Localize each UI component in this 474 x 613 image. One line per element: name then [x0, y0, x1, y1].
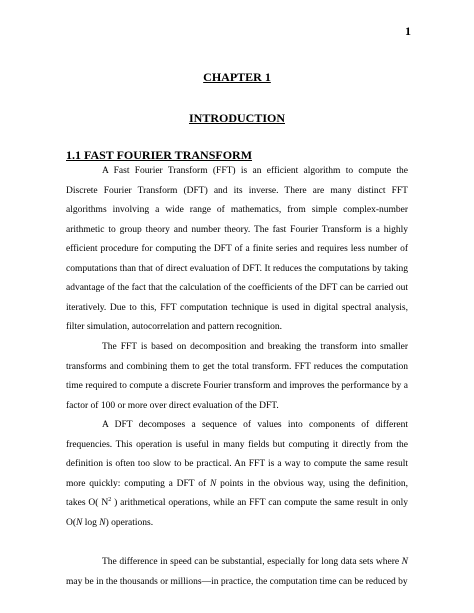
variable-n: N: [209, 478, 217, 489]
paragraph-text: may be in the thousands or millions—in practice, the computation time can be reduced by: [66, 576, 408, 587]
log-text: log: [82, 517, 100, 528]
section-heading: 1.1 FAST FOURIER TRANSFORM: [66, 148, 253, 162]
paragraph-dft-complexity: [66, 416, 408, 533]
paragraph-text: points in the obvious way, using the definition, takes O( N: [66, 478, 408, 508]
variable-n: N: [401, 557, 408, 567]
paragraph-fft-definition: A Fast Fourier Transform (FFT) is an efficient algorithm to compute the Discrete Fourier Transform (DFT) and its inverse. There are many distinct FFT algorithms involving a wide range of mathematics, from simple complex-number arithmetic to group theory and number theory. The fast Fourier Transform is a highly efficient procedure for computing the DFT of a finite series and requires less number of computations than that of direct evaluation of DFT. It reduces the computations by taking advantage of the fact that the calculation of the coefficients of the DFT can be carried out iteratively. Due to this, FFT computation technique is used in digital spectral analysis, filter simulation, autocorrelation and pattern recognition.: [66, 166, 408, 332]
exponent: 2: [108, 496, 112, 503]
paragraph-text: A DFT decomposes a sequence of values into components of different frequencies. This operation is useful in many fields but computing it directly from the definition is often too slow to be practical. An FFT is a way to compute the same result more quickly: computing a DFT of: [66, 420, 408, 489]
paragraph-speed-difference: [66, 553, 408, 592]
variable-n: N: [99, 517, 106, 528]
paragraph-fft-decomposition: The FFT is based on decomposition and breaking the transform into smaller transforms and combining them to get the total transform. FFT reduces the computation time required to compute a discrete Fourier transform and improves the performance by a factor of 100 or more over direct evaluation of the DFT.: [66, 342, 408, 411]
paragraph-text: ) arithmetical operations, while an FFT can compute the same result in only O(: [66, 498, 409, 528]
paragraph-text: The difference in speed can be substantial, especially for long data sets where: [102, 557, 402, 567]
paragraph-text: ) operations.: [105, 517, 154, 528]
variable-n: N: [76, 517, 83, 528]
chapter-subtitle: INTRODUCTION: [188, 111, 285, 125]
page-number: 1: [405, 24, 411, 38]
chapter-title: CHAPTER 1: [203, 70, 271, 84]
